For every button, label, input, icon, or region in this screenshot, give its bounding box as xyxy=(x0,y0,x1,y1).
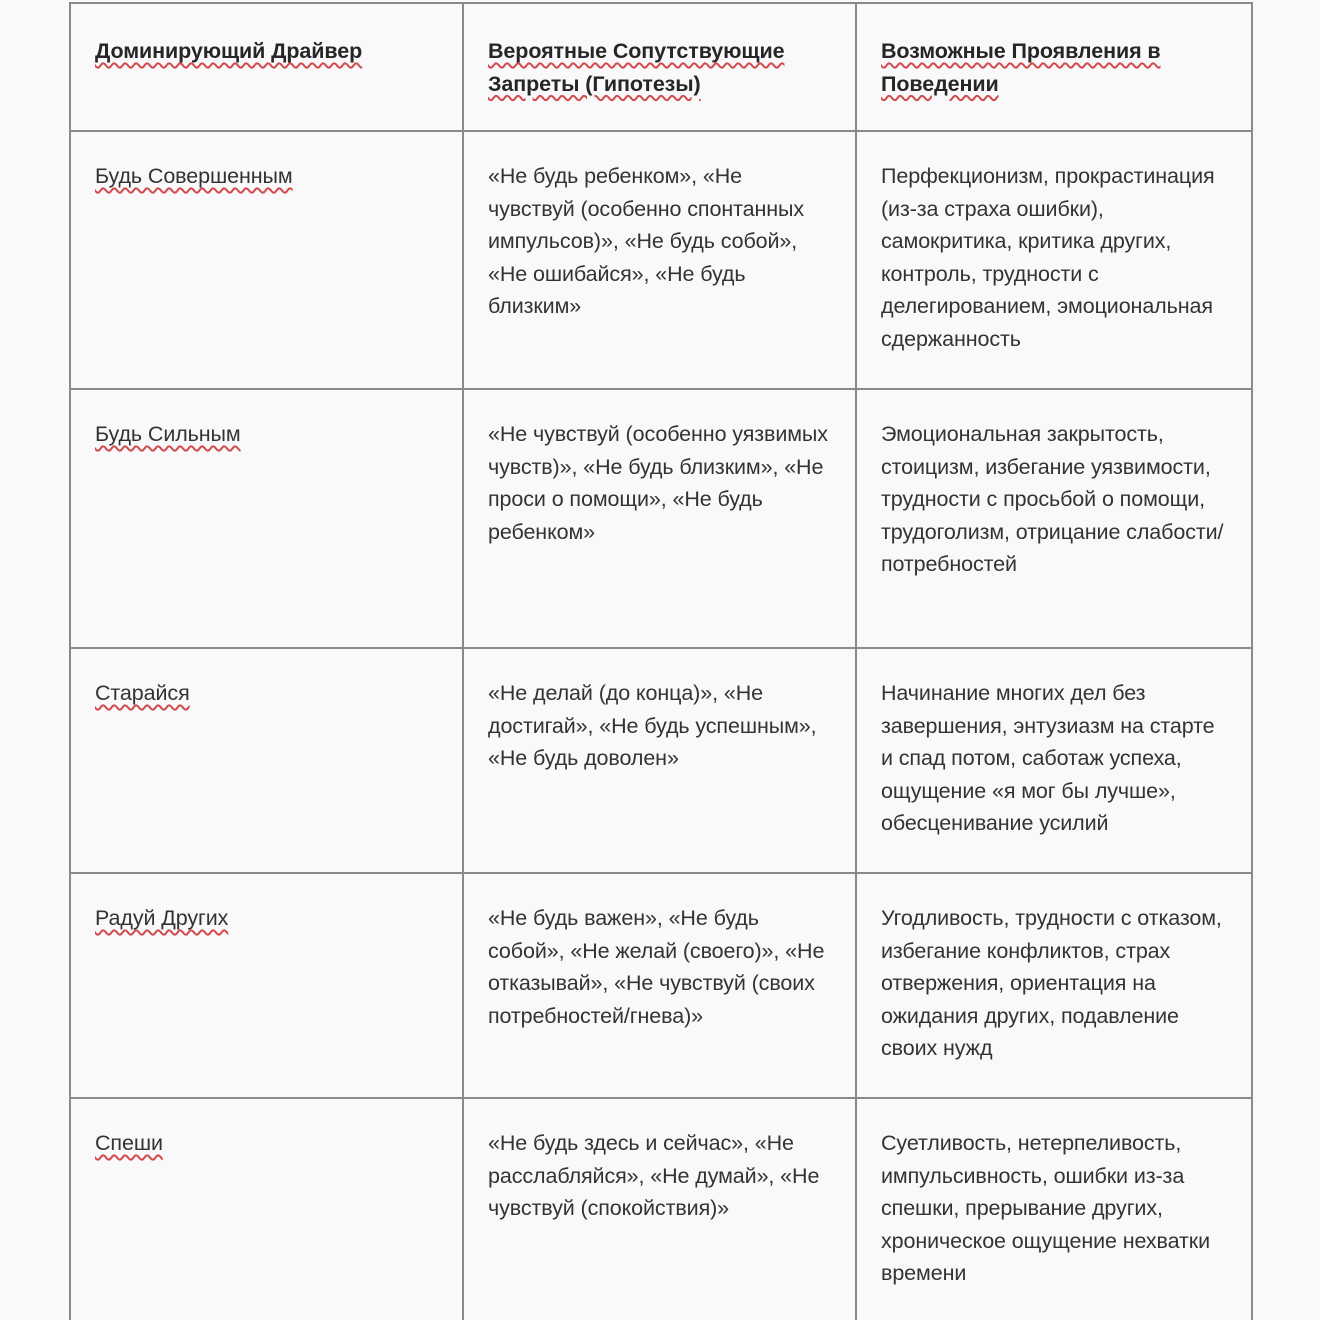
table-row xyxy=(70,873,1252,1098)
header-behavior xyxy=(856,3,1252,131)
header-driver xyxy=(70,3,463,131)
drivers-table xyxy=(69,2,1253,1320)
table-row xyxy=(70,131,1252,389)
table-header-row xyxy=(70,3,1252,131)
driver-name: Будь Совершенным xyxy=(95,164,293,188)
header-driver-text: Доминирующий Драйвер xyxy=(95,39,363,63)
table-row xyxy=(70,1098,1252,1320)
cell-driver xyxy=(70,131,463,389)
header-behavior-text: Возможные Проявления в Поведении xyxy=(881,39,1161,96)
cell-behavior: Начинание многих дел без завершения, энтузиазм на старте и спад потом, саботаж успеха, ощущение «я мог бы лучше», обесценивание усилий xyxy=(856,648,1252,873)
cell-prohibitions: «Не будь здесь и сейчас», «Не расслабляйся», «Не думай», «Не чувствуй (спокойствия)» xyxy=(463,1098,856,1320)
cell-prohibitions: «Не чувствуй (особенно уязвимых чувств)», «Не будь близким», «Не проси о помощи», «Не будь ребенком» xyxy=(463,389,856,648)
cell-prohibitions: «Не будь важен», «Не будь собой», «Не желай (своего)», «Не отказывай», «Не чувствуй (своих потребностей/гнева)» xyxy=(463,873,856,1098)
table-row xyxy=(70,389,1252,648)
cell-behavior: Угодливость, трудности с отказом, избегание конфликтов, страх отвержения, ориентация на ожидания других, подавление своих нужд xyxy=(856,873,1252,1098)
driver-name: Спеши xyxy=(95,1131,163,1155)
driver-name: Старайся xyxy=(95,681,190,705)
cell-driver xyxy=(70,648,463,873)
cell-driver xyxy=(70,1098,463,1320)
cell-driver xyxy=(70,389,463,648)
cell-behavior: Эмоциональная закрытость, стоицизм, избегание уязвимости, трудности с просьбой о помощи, трудоголизм, отрицание слабости/потребностей xyxy=(856,389,1252,648)
cell-driver xyxy=(70,873,463,1098)
cell-behavior: Перфекционизм, прокрастинация (из-за страха ошибки), самокритика, критика других, контроль, трудности с делегированием, эмоциональная сдержанность xyxy=(856,131,1252,389)
cell-prohibitions: «Не будь ребенком», «Не чувствуй (особенно спонтанных импульсов)», «Не будь собой», «Не ошибайся», «Не будь близким» xyxy=(463,131,856,389)
cell-prohibitions: «Не делай (до конца)», «Не достигай», «Не будь успешным», «Не будь доволен» xyxy=(463,648,856,873)
header-prohibitions-text: Вероятные Сопутствующие Запреты (Гипотезы) xyxy=(488,39,785,96)
cell-behavior: Суетливость, нетерпеливость, импульсивность, ошибки из-за спешки, прерывание других, хроническое ощущение нехватки времени xyxy=(856,1098,1252,1320)
driver-name: Будь Сильным xyxy=(95,422,241,446)
table-row xyxy=(70,648,1252,873)
driver-name: Радуй Других xyxy=(95,906,229,930)
header-prohibitions xyxy=(463,3,856,131)
